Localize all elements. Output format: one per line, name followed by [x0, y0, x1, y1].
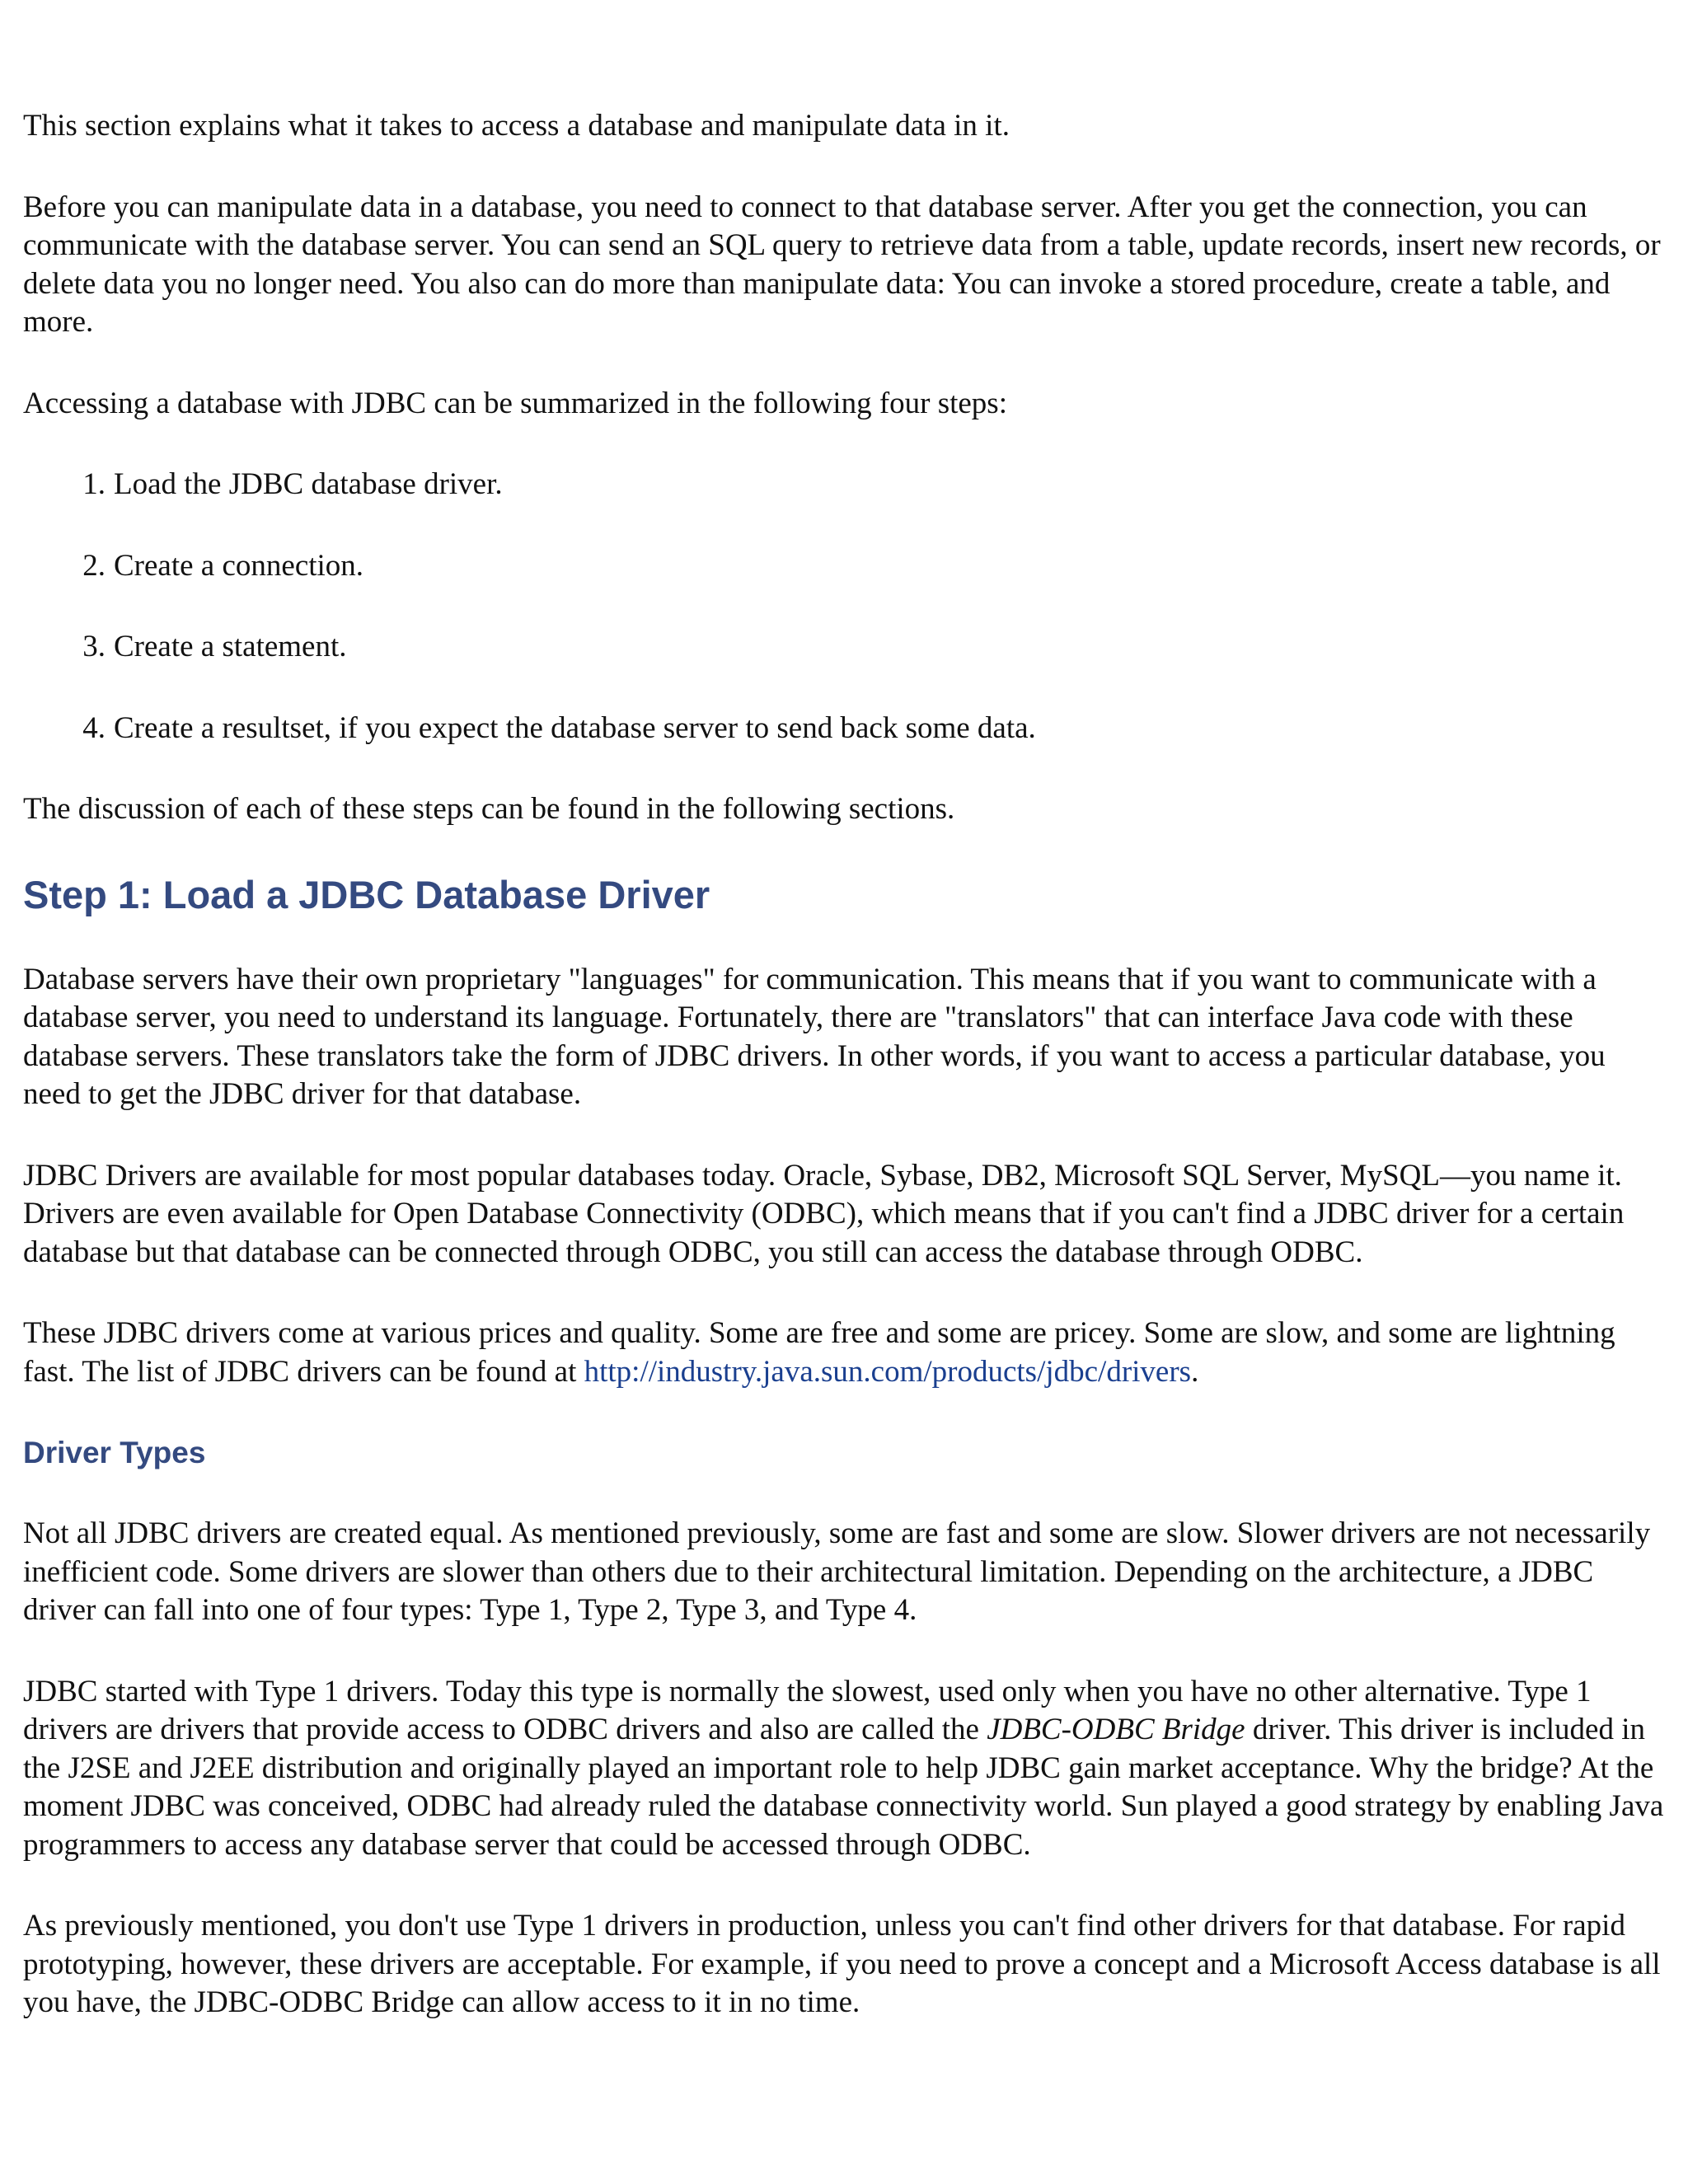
- drivers-available-paragraph: JDBC Drivers are available for most popular databases today. Oracle, Sybase, DB2, Microsoft SQL Server, MySQL—you name it. Drivers are even available for Open Database Connectivity (ODBC), which means that if you can't find a JDBC driver for a certain database but that database can be connected through ODBC, you still can access the database through ODBC.: [23, 1158, 1625, 1269]
- discussion-paragraph: The discussion of each of these steps can be found in the following sections.: [23, 792, 955, 826]
- driver-types-heading: Driver Types: [23, 1436, 206, 1469]
- step-number: 3.: [82, 630, 106, 663]
- languages-paragraph: Database servers have their own proprietary "languages" for communication. This means that if you want to communicate with a database server, you need to understand its language. Fortunately, there are "translators" that can interface Java code with these database servers. These translators take the form of JDBC drivers. In other words, if you want to access a particular database, you need to get the JDBC driver for that database.: [23, 962, 1606, 1111]
- steps-intro-paragraph: Accessing a database with JDBC can be summarized in the following four steps:: [23, 386, 1007, 420]
- step-number: 4.: [82, 710, 106, 745]
- document-page: [23, 107, 1665, 2065]
- step-text: Load the JDBC database driver.: [114, 467, 503, 501]
- drivers-list-link[interactable]: http://industry.java.sun.com/products/jdbc/drivers: [584, 1354, 1192, 1389]
- steps-list: [23, 466, 1665, 748]
- list-item: [23, 710, 1665, 748]
- step1-heading: Step 1: Load a JDBC Database Driver: [23, 872, 710, 916]
- connect-paragraph: Before you can manipulate data in a database, you need to connect to that database server. After you get the connection, you can communicate with the database server. You can send an SQL query to retrieve data from a table, update records, insert new records, or delete data you no longer need. You also can do more than manipulate data: You can invoke a stored procedure, create a table, and more.: [23, 190, 1661, 339]
- type1-text-end: driver. This driver is included in the J2SE and J2EE distribution and originally played an important role to help JDBC gain market acceptance. Why the bridge? At the moment JDBC was conceived, ODBC had already ruled the database connectivity world. Sun played a good strategy by enabling Java programmers to access any database server that could be accessed through ODBC.: [23, 1713, 1664, 1862]
- prices-text: These JDBC drivers come at various prices and quality. Some are free and some are pricey. Some are slow, and some are lightning fast. The list of JDBC drivers can be found at: [23, 1316, 1615, 1389]
- list-item: [23, 466, 1665, 504]
- step-number: 2.: [82, 548, 106, 583]
- type1-text: JDBC started with Type 1 drivers. Today this type is normally the slowest, used only when you have no other alternative. Type 1 drivers are drivers that provide access to ODBC drivers and also are called the: [23, 1674, 1592, 1746]
- list-item: [23, 628, 1665, 667]
- production-paragraph: As previously mentioned, you don't use Type 1 drivers in production, unless you can't find other drivers for that database. For rapid prototyping, however, these drivers are acceptable. For example, if you need to prove a concept and a Microsoft Access database is all you have, the JDBC-ODBC Bridge can allow access to it in no time.: [23, 1909, 1661, 2019]
- intro-paragraph: This section explains what it takes to access a database and manipulate data in it.: [23, 109, 1010, 143]
- prices-text-end: .: [1191, 1354, 1199, 1389]
- step-text: Create a statement.: [114, 630, 347, 663]
- drivers-prices-paragraph: [23, 1315, 1665, 1391]
- not-equal-paragraph: Not all JDBC drivers are created equal. As mentioned previously, some are fast and some are slow. Slower drivers are not necessarily inefficient code. Some drivers are slower than others due to their architectural limitation. Depending on the architecture, a JDBC driver can fall into one of four types: Type 1, Type 2, Type 3, and Type 4.: [23, 1516, 1651, 1627]
- step-number: 1.: [82, 467, 106, 501]
- list-item: [23, 547, 1665, 586]
- step-text: Create a resultset, if you expect the database server to send back some data.: [114, 710, 1036, 745]
- bridge-term: JDBC-ODBC Bridge: [987, 1713, 1245, 1746]
- type1-paragraph: [23, 1673, 1665, 1865]
- step-text: Create a connection.: [114, 548, 364, 583]
